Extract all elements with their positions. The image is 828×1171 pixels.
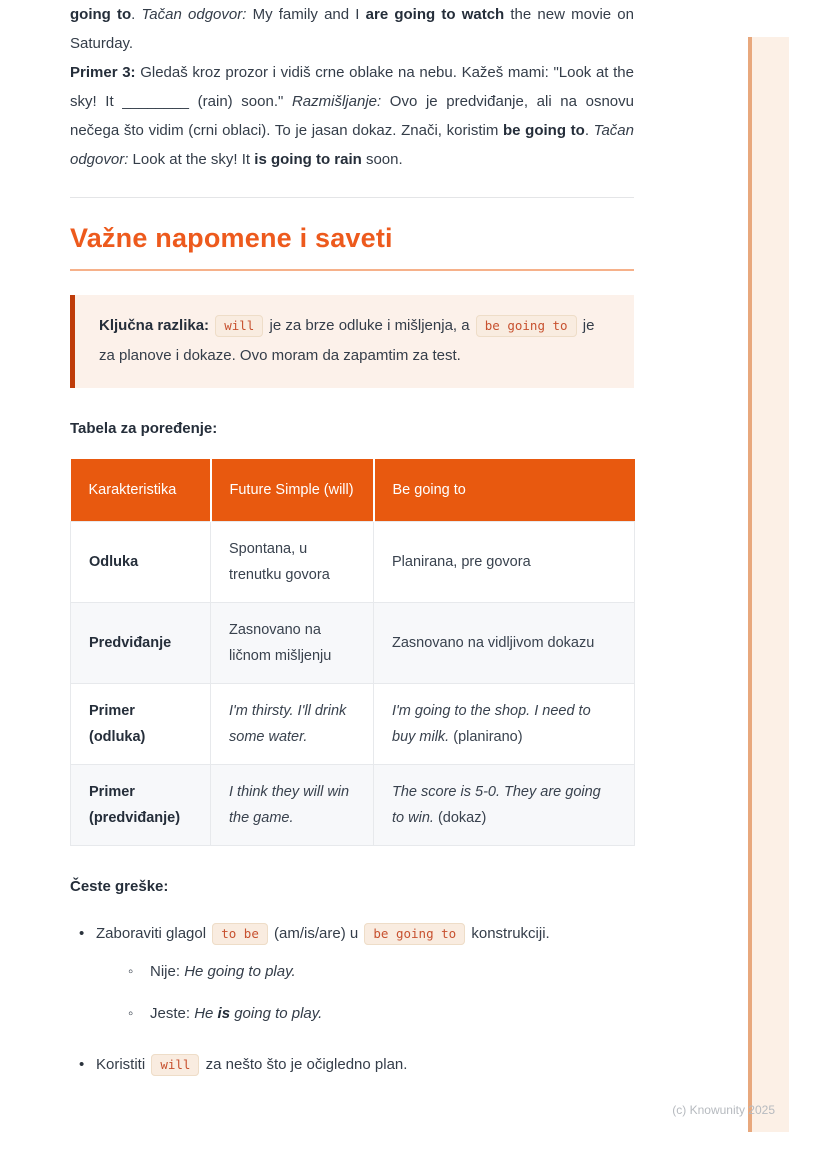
body-text: Look at the sky! It <box>128 151 255 168</box>
header-cell-be-going-to: Be going to <box>374 459 635 522</box>
example-italic: He going to play. <box>184 963 296 980</box>
example-italic: The score is 5-0. They are going to win. <box>392 784 601 826</box>
paragraph-primer3 <box>70 58 634 174</box>
inline-code-be-going-to: be going to <box>476 315 577 337</box>
cell-will: Spontana, u trenutku govora <box>211 522 374 603</box>
example-italic: I'm going to the shop. I need to buy milk. <box>392 703 591 745</box>
sub-list-item <box>128 957 634 986</box>
body-text: konstrukciji. <box>467 925 550 942</box>
list-item <box>70 1050 634 1079</box>
document-content <box>70 0 634 1079</box>
body-text: soon. <box>361 151 403 168</box>
table-row <box>71 765 635 846</box>
inline-code-will: will <box>151 1054 199 1076</box>
cell-goingto: Planirana, pre govora <box>374 522 635 603</box>
body-text: . <box>131 6 142 23</box>
cell-goingto <box>374 684 635 765</box>
row-label: Primer (odluka) <box>71 684 211 765</box>
example-italic: He <box>194 1005 218 1022</box>
mistakes-label: Česte greške: <box>70 878 169 895</box>
cell-goingto <box>374 765 635 846</box>
list-item <box>70 919 634 1028</box>
header-cell-karakteristika: Karakteristika <box>71 459 211 522</box>
italic-label: Tačan odgovor: <box>70 122 634 168</box>
body-text: Nije: <box>150 963 185 980</box>
body-text: Zaboraviti glagol <box>96 925 211 942</box>
header-cell-future-simple: Future Simple (will) <box>211 459 374 522</box>
row-label: Primer (predviđanje) <box>71 765 211 846</box>
row-label: Odluka <box>71 522 211 603</box>
bold-text: be going to <box>502 122 585 139</box>
cell-goingto: Zasnovano na vidljivom dokazu <box>374 603 635 684</box>
bold-text: Primer 3: <box>70 64 136 81</box>
table-label: Tabela za poređenje: <box>70 420 218 437</box>
body-text: My family and I <box>246 6 366 23</box>
body-text: (am/is/are) u <box>269 925 363 942</box>
row-label: Predviđanje <box>71 603 211 684</box>
body-text: Gledaš kroz prozor i vidiš crne oblake na nebu. Kažeš mami: "Look at the sky! It ________ (rain) soon." <box>70 64 634 110</box>
paragraph-primer2-answer <box>70 0 634 58</box>
example-italic: I'm thirsty. I'll drink some water. <box>229 703 347 745</box>
footer-copyright: (c) Knowunity 2025 <box>672 1103 775 1117</box>
italic-label: Razmišljanje: <box>291 93 382 110</box>
inline-code-will: will <box>215 315 263 337</box>
example-note: (dokaz) <box>433 810 487 826</box>
body-text: Jeste: <box>150 1005 195 1022</box>
decorative-side-strip <box>748 37 789 1132</box>
italic-label: Tačan odgovor: <box>141 6 247 23</box>
cell-will <box>211 684 374 765</box>
callout-bold-label: Ključna razlika: <box>99 317 210 334</box>
callout-text: je za brze odluke i mišljenja, a <box>265 317 474 334</box>
body-text: the new movie on Saturday. <box>70 6 634 52</box>
bold-italic-text: is <box>217 1005 231 1022</box>
bold-text: are going to watch <box>365 6 505 23</box>
inline-code-to-be: to be <box>212 923 268 945</box>
body-text: Koristiti <box>96 1056 150 1073</box>
example-italic: I think they will win the game. <box>229 784 350 826</box>
table-header-row <box>71 459 635 522</box>
table-row <box>71 603 635 684</box>
body-text: . <box>584 122 594 139</box>
section-title: Važne napomene i saveti <box>70 223 634 271</box>
bold-text: going to <box>70 6 132 23</box>
body-text: za nešto što je očigledno plan. <box>201 1056 408 1073</box>
bold-text: is going to rain <box>254 151 362 168</box>
cell-will <box>211 765 374 846</box>
section-divider <box>70 197 634 198</box>
callout-text: je za planove i dokaze. Ovo moram da zapamtim za test. <box>99 317 595 364</box>
comparison-table <box>70 459 635 846</box>
body-text: Ovo je predviđanje, ali na osnovu nečega što vidim (crni oblaci). To je jasan dokaz. Znači, koristim <box>70 93 634 139</box>
key-difference-callout <box>70 295 634 388</box>
sub-list-item <box>128 999 634 1028</box>
example-note: (planirano) <box>449 729 523 745</box>
example-italic: going to play. <box>230 1005 323 1022</box>
mistakes-list <box>70 919 634 1079</box>
sub-list <box>96 957 634 1028</box>
cell-will: Zasnovano na ličnom mišljenju <box>211 603 374 684</box>
table-row <box>71 684 635 765</box>
inline-code-be-going-to: be going to <box>364 923 465 945</box>
table-row <box>71 522 635 603</box>
